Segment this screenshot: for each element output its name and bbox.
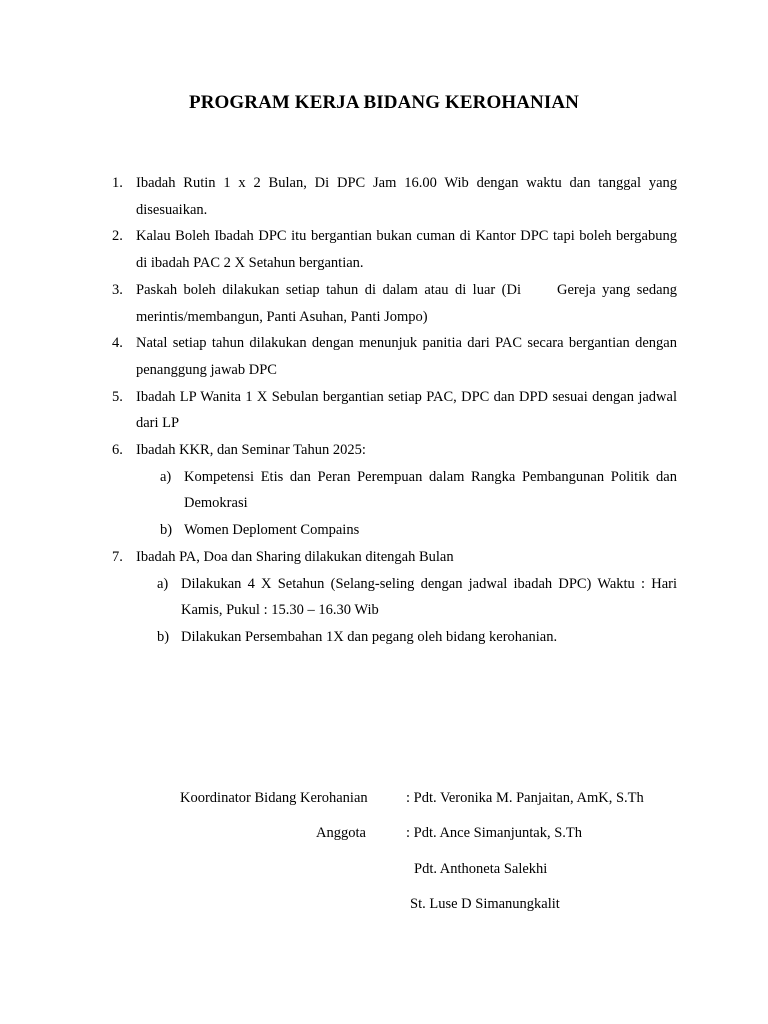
- sub-list-item: [157, 624, 677, 651]
- list-item-number: 7.: [112, 548, 123, 565]
- sub-list-item-letter: a): [160, 468, 172, 485]
- list-item: [112, 384, 677, 437]
- list-item-text: Ibadah PA, Doa dan Sharing dilakukan ditengah Bulan: [136, 548, 454, 565]
- list-item-number: 4.: [112, 335, 123, 352]
- list-item-text: Ibadah KKR, dan Seminar Tahun 2025:: [136, 442, 366, 459]
- sub-list-item: [160, 517, 677, 544]
- program-list: [0, 170, 768, 651]
- sub-list-item-text: Dilakukan Persembahan 1X dan pegang oleh bidang kerohanian.: [181, 628, 558, 645]
- coordinator-label: Koordinator Bidang Kerohanian: [180, 790, 368, 806]
- sub-list-item: [160, 464, 677, 517]
- list-item-text: Paskah boleh dilakukan setiap tahun di dalam atau di luar (Di: [136, 281, 522, 298]
- sub-list-item-letter: a): [157, 575, 169, 592]
- sub-list-item-text: Dilakukan 4 X Setahun (Selang-seling dengan jadwal ibadah DPC) Waktu : Hari Kamis, Pukul : 15.30 – 16.30 Wib: [181, 575, 677, 619]
- list-item-text: Ibadah LP Wanita 1 X Sebulan bergantian setiap PAC, DPC dan DPD sesuai dengan jadwal dari LP: [136, 388, 677, 432]
- member-name: Pdt. Anthoneta Salekhi: [414, 861, 548, 877]
- coordinator-name: : Pdt. Veronika M. Panjaitan, AmK, S.Th: [406, 790, 644, 806]
- list-item: [112, 437, 677, 464]
- sub-list-item: [157, 571, 677, 624]
- member-name: : Pdt. Ance Simanjuntak, S.Th: [406, 825, 583, 841]
- sub-list-item-text: Women Deploment Compains: [184, 522, 360, 539]
- member-label: Anggota: [316, 825, 366, 841]
- sub-list-item-text: Kompetensi Etis dan Peran Perempuan dalam Rangka Pembangunan Politik dan Demokrasi: [184, 468, 677, 512]
- sub-list-item-letter: b): [160, 522, 173, 539]
- list-item-number: 2.: [112, 228, 123, 245]
- member-name: St. Luse D Simanungkalit: [410, 896, 560, 912]
- list-item-text: Kalau Boleh Ibadah DPC itu bergantian bukan cuman di Kantor DPC tapi boleh bergabung di ibadah PAC 2 X Setahun bergantian.: [136, 228, 677, 272]
- list-item-text: Ibadah Rutin 1 x 2 Bulan, Di DPC Jam 16.00 Wib dengan waktu dan tanggal yang disesuaikan.: [136, 175, 677, 218]
- list-item-text-continued: Gereja yang sedang merintis/membangun, Panti Asuhan, Panti Jompo): [136, 281, 678, 325]
- list-item-text: Natal setiap tahun dilakukan dengan menunjuk panitia dari PAC secara bergantian dengan penanggung jawab DPC: [136, 335, 677, 378]
- list-item-number: 6.: [112, 442, 123, 459]
- list-item-number: 1.: [112, 175, 123, 191]
- list-item: [112, 223, 677, 276]
- document-title: PROGRAM KERJA BIDANG KEROHANIAN: [189, 92, 579, 113]
- list-item: [112, 330, 677, 383]
- list-item: [112, 544, 677, 571]
- list-item: [112, 277, 678, 330]
- sub-list-item-letter: b): [157, 628, 170, 645]
- list-item: [112, 170, 677, 223]
- list-item-number: 5.: [112, 388, 123, 405]
- list-item-number: 3.: [112, 281, 123, 298]
